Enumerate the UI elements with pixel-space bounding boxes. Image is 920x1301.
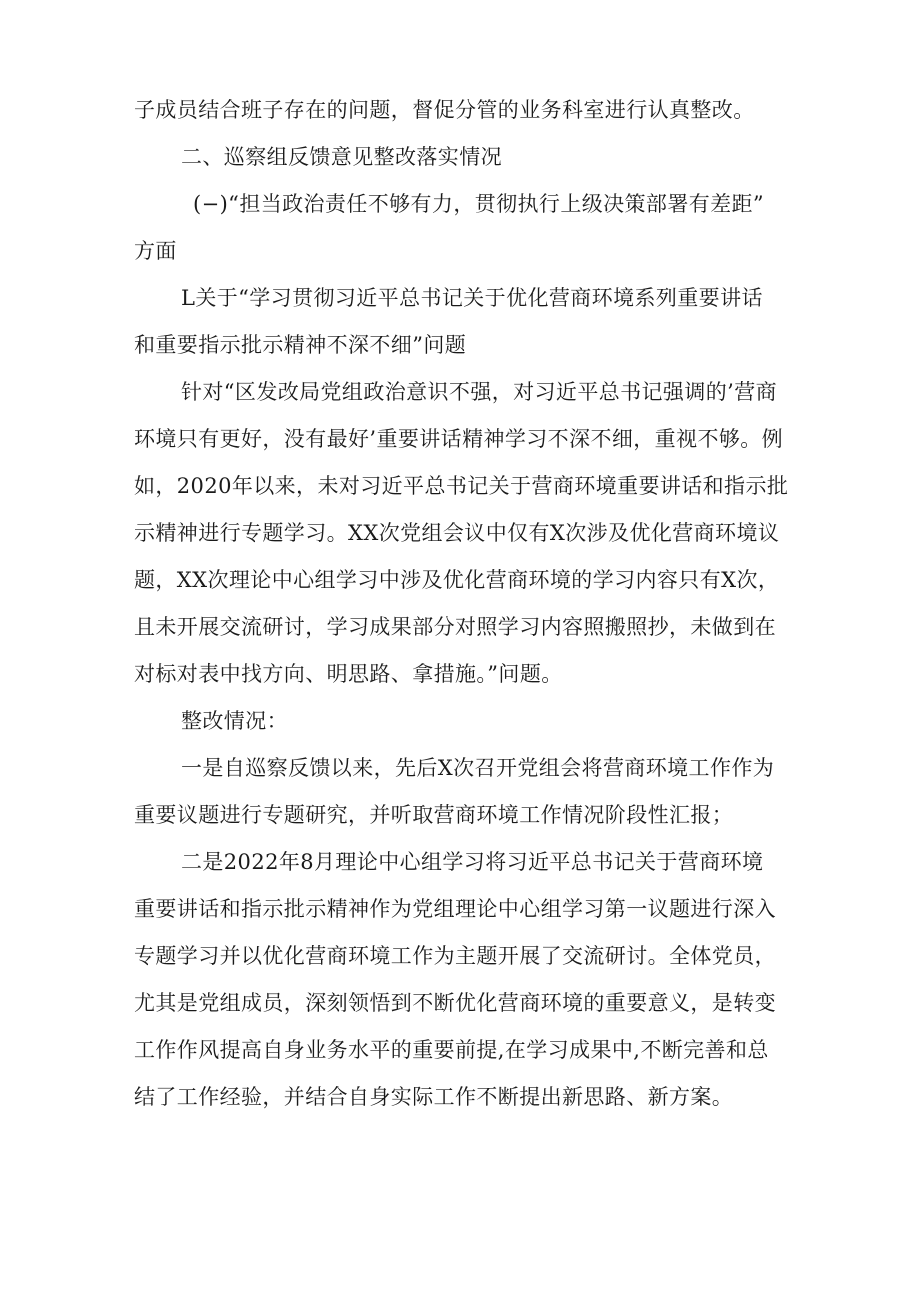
text-line-17: 二是2022年8月理论中心组学习将习近平总书记关于营商环境 xyxy=(181,850,764,874)
text-line-4: 方面 xyxy=(134,239,177,263)
text-line-18: 重要讲话和指示批示精神作为党组理论中心组学习第一议题进行深入 xyxy=(134,897,776,921)
section-heading: 二、巡察组反馈意见整改落实情况 xyxy=(181,145,502,169)
text-line-12: 且未开展交流研讨，学习成果部分对照学习内容照搬照抄，未做到在 xyxy=(134,615,776,639)
rectification-label: 整改情况： xyxy=(181,709,288,733)
text-line-13: 对标对表中找方向、明思路、拿措施。”问题。 xyxy=(134,662,563,686)
text-line-6: 和重要指示批示精神不深不细”问题 xyxy=(134,333,467,357)
text-line-20: 尤其是党组成员，深刻领悟到不断优化营商环境的重要意义，是转变 xyxy=(134,991,776,1015)
item-heading: L关于“学习贯彻习近平总书记关于优化营商环境系列重要讲话 xyxy=(181,286,763,310)
text-line-7: 针对“区发改局党组政治意识不强，对习近平总书记强调的’营商 xyxy=(181,380,778,404)
text-line-11: 题，XX次理论中心组学习中涉及优化营商环境的学习内容只有X次， xyxy=(134,568,780,592)
text-line-21: 工作作风提高自身业务水平的重要前提,在学习成果中,不断完善和总 xyxy=(134,1038,769,1062)
text-line-19: 专题学习并以优化营商环境工作为主题开展了交流研讨。全体党员， xyxy=(134,944,776,968)
text-line-16: 重要议题进行专题研究，并听取营商环境工作情况阶段性汇报； xyxy=(134,803,734,827)
text-line-1: 子成员结合班子存在的问题，督促分管的业务科室进行认真整改。 xyxy=(134,98,755,122)
text-line-10: 示精神进行专题学习。XX次党组会议中仅有X次涉及优化营商环境议 xyxy=(134,521,780,545)
subsection-heading: (−)“担当政治责任不够有力，贯彻执行上级决策部署有差距” xyxy=(193,192,765,216)
text-line-22: 结了工作经验，并结合自身实际工作不断提出新思路、新方案。 xyxy=(134,1085,734,1109)
text-line-15: 一是自巡察反馈以来，先后X次召开党组会将营商环境工作作为 xyxy=(181,756,775,780)
text-line-8: 环境只有更好，没有最好’重要讲话精神学习不深不细，重视不够。例 xyxy=(134,427,784,451)
text-line-9: 如，2020年以来，未对习近平总书记关于营商环境重要讲话和指示批 xyxy=(134,474,789,498)
